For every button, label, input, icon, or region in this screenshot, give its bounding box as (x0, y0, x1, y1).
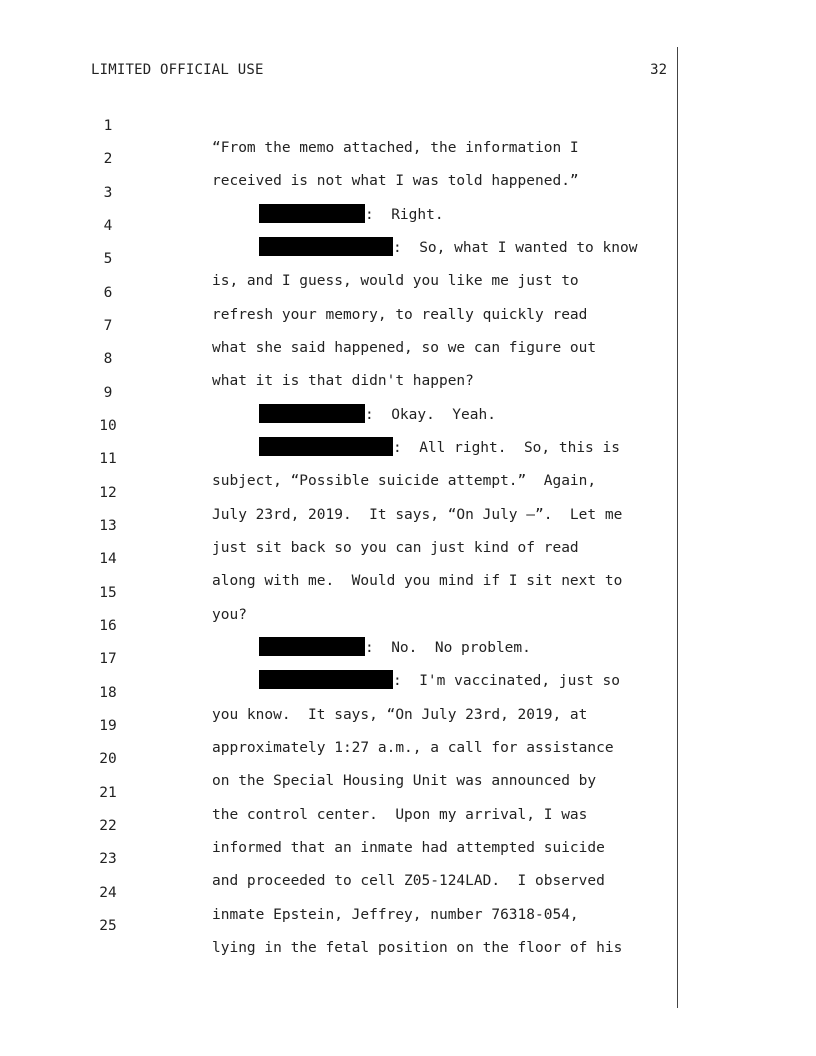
transcript-line (0, 760, 680, 823)
line-text: : So, what I wanted to know (393, 240, 638, 256)
line-number: 1 (103, 118, 113, 134)
transcript-line (0, 193, 680, 256)
transcript-line (0, 426, 680, 489)
transcript-line (0, 126, 680, 189)
line-number: 5 (103, 251, 113, 267)
line-text: subject, “Possible suicide attempt.” Again, (212, 473, 597, 489)
line-number: 22 (99, 818, 117, 834)
line-text: and proceeded to cell Z05-124LAD. I observed (212, 873, 605, 889)
line-text: lying in the fetal position on the floor of his (212, 940, 623, 956)
line-number: 23 (99, 851, 117, 867)
line-text: along with me. Would you mind if I sit next to (212, 573, 623, 589)
line-text: “From the memo attached, the information I (212, 140, 579, 156)
line-text: : No. No problem. (365, 640, 531, 656)
transcript-line (0, 526, 680, 589)
line-text: is, and I guess, would you like me just to (212, 273, 579, 289)
line-text: : Right. (365, 207, 444, 223)
transcript-line (0, 860, 680, 923)
line-number: 24 (99, 885, 117, 901)
line-number: 2 (103, 151, 113, 167)
line-number: 10 (99, 418, 117, 434)
line-number: 25 (99, 918, 117, 934)
page-number: 32 (650, 62, 667, 78)
line-text: inmate Epstein, Jeffrey, number 76318-054, (212, 907, 579, 923)
line-text: what it is that didn't happen? (212, 373, 474, 389)
transcript-line (0, 626, 680, 689)
transcript-line (0, 826, 680, 889)
line-text: : All right. So, this is (393, 440, 620, 456)
transcript-line (0, 660, 680, 723)
line-number: 13 (99, 518, 117, 534)
line-number: 19 (99, 718, 117, 734)
line-number: 12 (99, 485, 117, 501)
transcript-line (0, 593, 680, 656)
line-text: just sit back so you can just kind of read (212, 540, 579, 556)
transcript-line (0, 160, 680, 223)
line-number: 16 (99, 618, 117, 634)
transcript-line (0, 326, 680, 389)
line-text: on the Special Housing Unit was announced by (212, 773, 597, 789)
line-number: 17 (99, 651, 117, 667)
transcript-line (0, 393, 680, 456)
line-number: 21 (99, 785, 117, 801)
line-text: you know. It says, “On July 23rd, 2019, at (212, 707, 588, 723)
line-text: July 23rd, 2019. It says, “On July –”. Let me (212, 507, 623, 523)
line-number: 3 (103, 185, 113, 201)
transcript-line (0, 793, 680, 856)
transcript-line (0, 293, 680, 356)
line-number: 15 (99, 585, 117, 601)
transcript-line (0, 93, 680, 156)
line-text: approximately 1:27 a.m., a call for assistance (212, 740, 614, 756)
transcript-line (0, 360, 680, 423)
transcript-line (0, 726, 680, 789)
line-text: refresh your memory, to really quickly read (212, 307, 588, 323)
line-number: 6 (103, 285, 113, 301)
classification-header: LIMITED OFFICIAL USE (91, 62, 264, 78)
line-text: what she said happened, so we can figure out (212, 340, 597, 356)
line-number: 9 (103, 385, 113, 401)
transcript-line (0, 226, 680, 289)
line-text: : I'm vaccinated, just so (393, 673, 620, 689)
line-number: 20 (99, 751, 117, 767)
line-number: 14 (99, 551, 117, 567)
line-text: received is not what I was told happened.” (212, 173, 579, 189)
line-number: 8 (103, 351, 113, 367)
line-text: informed that an inmate had attempted suicide (212, 840, 605, 856)
line-number: 11 (99, 451, 117, 467)
transcript-line (0, 460, 680, 523)
transcript-line (0, 560, 680, 623)
line-number: 18 (99, 685, 117, 701)
transcript-line (0, 693, 680, 756)
line-text: : Okay. Yeah. (365, 407, 496, 423)
transcript-line (0, 893, 680, 956)
line-number: 4 (103, 218, 113, 234)
line-text: the control center. Upon my arrival, I was (212, 807, 588, 823)
transcript-line (0, 493, 680, 556)
line-number: 7 (103, 318, 113, 334)
line-text: you? (212, 607, 247, 623)
transcript-line (0, 260, 680, 323)
